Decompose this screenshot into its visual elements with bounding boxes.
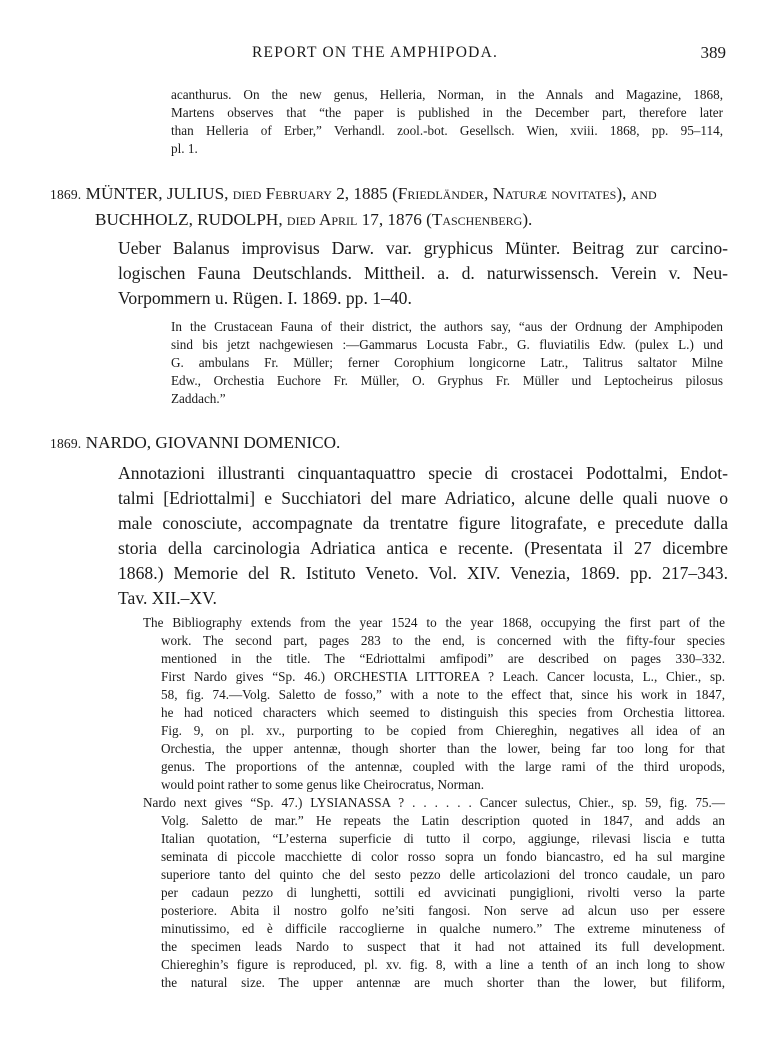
- entry-note-line: In the Crustacean Fauna of their district, the authors say, “aus der Ordnung der Amphipoden: [171, 319, 723, 334]
- entry-heading-munter: [50, 182, 775, 232]
- entry-note-line: The Bibliography extends from the year 1524 to the year 1868, occupying the first part of the: [143, 615, 725, 630]
- entry-note-line: Orchestia, the upper antennæ, though shorter than the lower, being far too long for that: [161, 741, 725, 756]
- carryover-note-line: Martens observes that “the paper is published in the December part, therefore later: [171, 105, 723, 120]
- entry-author-line: MÜNTER, JULIUS, died February 2, 1885 (Friedländer, Naturæ novitates), and: [85, 184, 657, 203]
- entry-note-line: work. The second part, pages 283 to the end, is concerned with the fifty-four species: [161, 633, 725, 648]
- entry-title-line: storia della carcinologia Adriatica antica e recente. (Presentata il 27 dicembre: [118, 538, 728, 558]
- carryover-note: [171, 86, 723, 158]
- entry-note-line: sind bis jetzt nachgewiesen :—Gammarus Locusta Fabr., G. fluviatilis Edw. (pulex L.) und: [171, 337, 723, 352]
- carryover-note-line: acanthurus. On the new genus, Helleria, Norman, in the Annals and Magazine, 1868,: [171, 87, 723, 102]
- entry-title-line: logischen Fauna Deutschlands. Mittheil. a. d. naturwissensch. Verein v. Neu-: [118, 263, 728, 283]
- page-header: [0, 44, 776, 66]
- entry-title-line: Annotazioni illustranti cinquantaquattro specie di crostacei Podottalmi, Endot-: [118, 463, 728, 483]
- entry-note-line: superiore tanto del quinto che del sesto pezzo delle articolazioni del tronco caudale, un paro: [161, 867, 725, 882]
- entry-title-line: talmi [Edriottalmi] e Succhiatori del mare Adriatico, alcune delle quali nuove o: [118, 488, 728, 508]
- entry-title-line: Vorpommern u. Rügen. I. 1869. pp. 1–40.: [118, 288, 412, 308]
- entry-note-line: First Nardo gives “Sp. 46.) ORCHESTIA LITTOREA ? Leach. Cancer locusta, L., Chier., sp.: [161, 669, 725, 684]
- entry-note-munter: [171, 318, 723, 408]
- running-title: REPORT ON THE AMPHIPODA.: [252, 44, 499, 61]
- entry-title-line: Tav. XII.–XV.: [118, 588, 217, 608]
- entry-title-line: 1868.) Memorie del R. Istituto Veneto. Vol. XIV. Venezia, 1869. pp. 217–343.: [118, 563, 728, 583]
- entry-note-line: minutissimo, ed è difficile raccoglierne in qualche numero.” The extreme minuteness of: [161, 921, 725, 936]
- carryover-note-line: pl. 1.: [171, 141, 198, 156]
- entry-note-nardo-lysianassa: [143, 794, 725, 992]
- entry-year: 1869.: [50, 436, 82, 451]
- entry-note-line: Fig. 9, on pl. xv., purporting to be copied from Chiereghin, negatives all idea of an: [161, 723, 725, 738]
- entry-note-line: mentioned in the title. The “Edriottalmi amfipodi” are described on pages 330–332.: [161, 651, 725, 666]
- entry-note-line: Nardo next gives “Sp. 47.) LYSIANASSA ? . . . . . . Cancer sulectus, Chier., sp. 59, fig. 75.—: [143, 795, 725, 810]
- entry-note-line: Volg. Saletto de mar.” He repeats the Latin description quoted in 1847, and adds an: [161, 813, 725, 828]
- page-number: 389: [700, 43, 726, 62]
- entry-note-line: the natural size. The upper antennæ are much shorter than the lower, but filiform,: [161, 975, 725, 990]
- entry-note-line: posteriore. Abita il nostro golfo ne’siti fangosi. Non serve ad alcun uso per essere: [161, 903, 725, 918]
- entry-note-line: per cadaun pezzo di lunghetti, sottili ed avvicinati pungiglioni, rivolti verso la parte: [161, 885, 725, 900]
- entry-note-line: he had noticed characters which seemed to distinguish this species from Orchestia littorea.: [161, 705, 725, 720]
- entry-note-line: G. ambulans Fr. Müller; ferner Corophium longicorne Latr., Talitrus saltator Milne: [171, 355, 723, 370]
- entry-title-line: Ueber Balanus improvisus Darw. var. gryphicus Münter. Beitrag zur carcino-: [118, 238, 728, 258]
- entry-title-line: male conosciute, accompagnate da trentatre figure litografate, e precedute dalla: [118, 513, 728, 533]
- entry-year: 1869.: [50, 187, 82, 202]
- entry-heading-nardo: [50, 431, 775, 457]
- entry-title-nardo: [118, 461, 728, 611]
- entry-author-line: NARDO, GIOVANNI DOMENICO.: [85, 433, 341, 452]
- entry-note-line: seminata di piccole macchiette di color rosso sopra un fondo biancastro, ed ha sul margine: [161, 849, 725, 864]
- entry-note-line: would point rather to some genus like Cheirocratus, Norman.: [161, 777, 485, 792]
- entry-title-munter: [118, 236, 728, 311]
- entry-note-line: 58, fig. 74.—Volg. Saletto de fosso,” with a note to the effect that, since his work in 1847,: [161, 687, 725, 702]
- carryover-note-line: than Helleria of Erber,” Verhandl. zool.-bot. Gesellsch. Wien, xviii. 1868, pp. 95–114,: [171, 123, 723, 138]
- entry-note-line: the specimen leads Nardo to suspect that it had not attained its full development.: [161, 939, 725, 954]
- entry-note-line: Italian quotation, “L’esterna superficie di tutto il corpo, aggiunge, rilevasi liscia e tutta: [161, 831, 725, 846]
- entry-note-line: Edw., Orchestia Euchore Fr. Müller, O. Gryphus Fr. Müller und Leptocheirus pilosus: [171, 373, 723, 388]
- entry-note-nardo-bibliography: [143, 614, 725, 794]
- entry-note-line: Chiereghin’s figure is reproduced, pl. xv. fig. 8, with a line a tenth of an inch long to show: [161, 957, 725, 972]
- entry-author-line: BUCHHOLZ, RUDOLPH, died April 17, 1876 (Taschenberg).: [95, 209, 533, 229]
- entry-note-line: Zaddach.”: [171, 391, 226, 406]
- entry-note-line: genus. The proportions of the antennæ, coupled with the large rami of the third uropods,: [161, 759, 725, 774]
